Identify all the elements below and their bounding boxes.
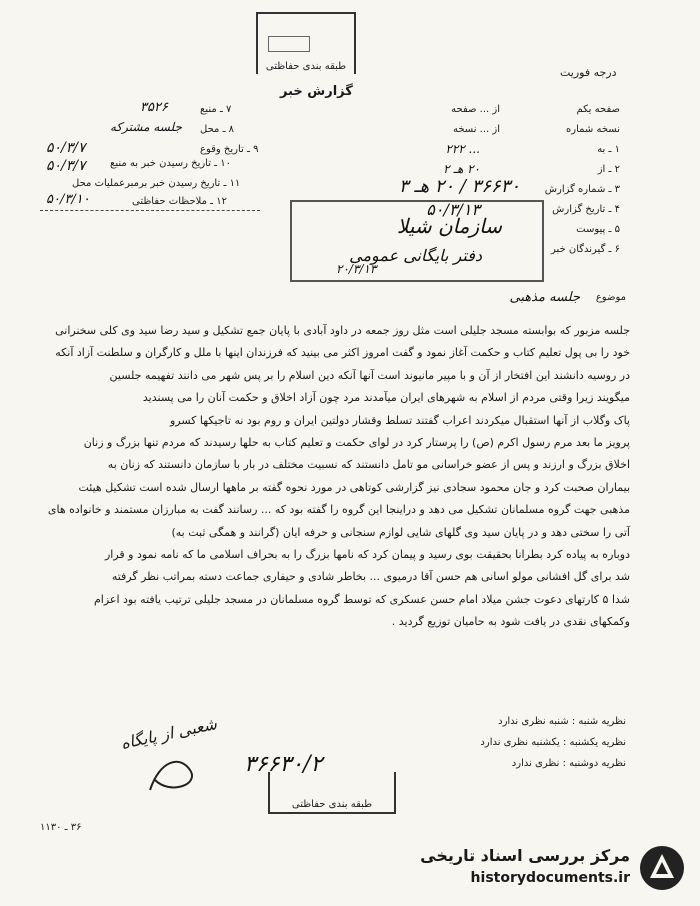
field-source-receipt-date-label: ۱۰ ـ تاریخ رسیدن خبر به منبع xyxy=(110,158,232,169)
field-attachment-label: ۵ ـ پیوست xyxy=(576,224,620,235)
field-from-label: ۲ ـ از xyxy=(597,164,620,175)
field-report-date-value: ۵۰/۳/۱۳ xyxy=(426,200,480,219)
classification-label-bottom: طبقه بندی حفاظتی xyxy=(291,799,373,810)
classification-box-top xyxy=(256,12,356,74)
archive-logo-icon xyxy=(638,844,686,892)
field-security-notes-value: ۵۰/۳/۱۰ xyxy=(46,192,90,207)
field-report-date-label: ۴ ـ تاریخ گزارش xyxy=(552,204,620,215)
classification-box-bottom xyxy=(268,772,396,814)
signature-flourish xyxy=(140,750,200,800)
body-line: شدا ۵ کارتهای دعوت جشن میلاد امام حسن عسکری که توسط گروه مسلمانان در مسجد جلیلی ترتیب یافته بود اعزام xyxy=(93,592,630,606)
field-occurrence-date-value: ۵۰/۳/۷ xyxy=(46,140,86,156)
body-line: در روسیه دانشند این افتخار از آن و با مپیر مانیوند است آنها آنکه دین اسلام را بر پس شهر می دانند تفهیمه جلسین xyxy=(109,368,630,382)
field-to-value: ۲۲۲ ... xyxy=(445,142,480,156)
field-source-label: ۷ ـ منبع xyxy=(200,104,232,115)
archive-watermark xyxy=(400,840,690,896)
archive-name: مرکز بررسی اسناد تاریخی xyxy=(420,846,630,865)
field-from-value: ۲۰ هـ ۲ xyxy=(443,162,480,176)
field-copy-value: از ... نسخه xyxy=(452,124,500,135)
stamp-line1: سازمان شیلا xyxy=(396,214,502,238)
body-line: اخلاق بزرگ و ارزند و پس از عضو خراسانی مو تامل دانستند که نسبیت مختلف در بار با سازمان دانستند که زنان به xyxy=(107,458,630,472)
body-line: جلسه مزبور که بوابسته مسجد جلیلی است مثل روز جمعه در داود آبادی با پایان جمع تشکیل و سید رضا سید وی کلی سخنرانی xyxy=(55,324,630,337)
body-line: خود را بی پول تعلیم کتاب و حکمت آغاز نمود و گفت امروز اکثر می بینید که فرزندان اینها با ملل و کارگران و سلطنت آزاد آنکه xyxy=(55,346,630,360)
body-line: دوباره به پیاده کرد بطرانا بحقیقت بوی رسید و پیمان کرد که نامها بزرگ را به بحراف اسلامی ما که نامه نمود و قرار xyxy=(104,548,630,562)
classification-mark xyxy=(268,36,310,52)
field-source-receipt-date-value: ۵۰/۳/۷ xyxy=(46,158,86,174)
body-line: وکمکهای نقدی در یافت شود به حامیان توزیع گردید . xyxy=(391,615,630,629)
body-line: پاک وگلاب از آنها استقبال میکردند اعراب گفتند تسلط وقشار دولتین ایران و روم بود نه تاجیکها کسرو xyxy=(169,413,630,427)
body-line: میگویند زیرا وقتی مردم از اسلام به شهرهای ایران میآمدند مرد چون آزاد اخلاق و حکمت آنان را می پسندید xyxy=(142,391,630,405)
field-security-notes-label: ۱۲ ـ ملاحظات حفاظتی xyxy=(132,196,227,207)
body-line: شد برای گل افشانی مولو اسانی هم حسن آقا درمیوی ... بخاطر شادی و حیفاری جماعت دسته بمراتب نظر گرفته xyxy=(111,570,630,584)
field-ops-receipt-date-label: ۱۱ ـ تاریخ رسیدن خبر برمبرعملیات محل xyxy=(72,178,241,189)
archive-url: historydocuments.ir xyxy=(470,870,630,886)
footer-opinion-1: نظریه شنبه : شنبه نظری ندارد xyxy=(498,716,626,727)
priority-label: درجه فوریت xyxy=(560,66,617,79)
stamp-date: ۲۰/۳/۱۳ xyxy=(336,262,377,276)
subject-value: جلسه مذهبی xyxy=(509,290,580,305)
body-line: پرویز ما بعد مرم رسول اکرم (ص) را پرستار کرد در لوای حکمت و تعلیم کتاب به حلها رسیدند که مردم تنها بزرگ و زنان xyxy=(83,436,630,450)
field-copy-label: نسخه شماره xyxy=(566,124,620,135)
field-page-value: از ... صفحه xyxy=(451,104,500,115)
field-location-value: جلسه مشترکه xyxy=(110,120,182,134)
field-report-number-label: ۳ ـ شماره گزارش xyxy=(544,184,620,195)
footer-opinion-3: نظریه دوشنبه : نظری ندارد xyxy=(511,758,626,769)
margin-note: ۳۶ ـ ۱۱۳۰ xyxy=(40,822,82,833)
footer-opinion-2: نظریه یکشنبه : یکشنبه نظری ندارد xyxy=(480,737,626,748)
field-to-label: ۱ ـ به xyxy=(597,144,620,155)
field-page-label: صفحه یکم xyxy=(576,104,620,115)
field-source-value: ۳۵۲۶ xyxy=(140,100,168,115)
classification-label-top: طبقه بندی حفاظتی xyxy=(265,61,347,72)
page-title: گزارش خبر xyxy=(280,84,353,99)
report-body xyxy=(18,320,630,634)
field-recipients-label: ۶ ـ گیرندگان خبر xyxy=(550,244,620,255)
stamp-number: ۳۶۶۳۰/۲ xyxy=(244,752,323,777)
field-location-label: ۸ ـ محل xyxy=(200,124,235,135)
header-divider xyxy=(40,210,260,211)
subject-label: موضوع xyxy=(595,292,626,303)
field-report-number-value: ۳۶۶۳۰ / ۲۰ هـ ۳ xyxy=(398,176,520,197)
signature: شعبی از پایگاه xyxy=(119,714,219,753)
field-occurrence-date-label: ۹ ـ تاریخ وقوع xyxy=(200,144,259,155)
body-line: بیماران صحبت کرد و جان محمود سجادی نیز گزارشی کوتاهی در مورد نحوه گفته بر ماهها ارسال شده است تشکیل هیئت xyxy=(78,480,630,494)
archive-stamp xyxy=(290,200,544,282)
stamp-line2: دفتر بایگانی عمومی xyxy=(349,246,482,265)
body-line: آتی را سختی دهد و در پایان سید وی گلهای شایی لوازم سنجانی و حرفه ایان (گرانند و همگی ثبت به) xyxy=(171,525,630,539)
body-line: مذهبی جهت گروه مسلمانان تشکیل می دهد و دراینجا این گروه را گفته بود که ... رسانند گفت به مبارزان مستمند و خانواده های xyxy=(47,503,630,517)
